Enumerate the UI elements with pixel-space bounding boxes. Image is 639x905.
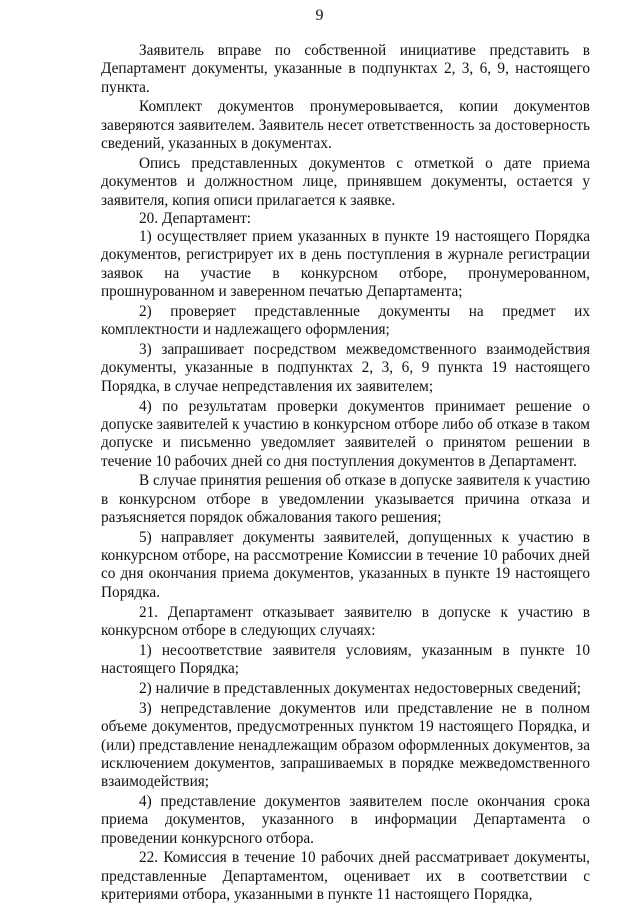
paragraph-section-20-item-2: 2) проверяет представленные документы на предмет их комплектности и надлежащего оформления;: [101, 302, 590, 339]
paragraph-section-21-item-4: 4) представление документов заявителем после окончания срока приема документов, указанного в информации Департамента о проведении конкурсного отбора.: [101, 793, 590, 847]
paragraph-section-20-item-3: 3) запрашивает посредством межведомственного взаимодействия документы, указанные в подпунктах 2, 3, 6, 9 пункта 19 настоящего Порядка, в случае непредставления их заявителем;: [101, 341, 590, 395]
page-number: 9: [315, 7, 324, 24]
paragraph-section-20-item-1: 1) осуществляет прием указанных в пункте 19 настоящего Порядка документов, регистрирует их в день поступления в журнале регистрации заявок на участие в конкурсном отборе, пронумерованном, прошнурованном и заверенном печатью Департамента;: [101, 228, 590, 301]
paragraph-section-21-item-1: 1) несоответствие заявителя условиям, указанным в пункте 10 настоящего Порядка;: [101, 641, 590, 678]
paragraph-refusal-notification: В случае принятия решения об отказе в допуске заявителя к участию в конкурсном отборе в уведомлении указывается причина отказа и разъясняется порядок обжалования такого решения;: [101, 472, 590, 526]
paragraph-section-22-start: 22. Комиссия в течение 10 рабочих дней рассматривает документы, представленные Департаментом, оценивает их в соответствии с критериями отбора, указанными в пункте 11 настоящего Порядка,: [101, 849, 590, 904]
paragraph-document-inventory: Опись представленных документов с отметкой о дате приема документов и должностном лице, принявшем документы, остается у заявителя, копия описи прилагается к заявке.: [101, 154, 590, 209]
paragraph-applicant-own-initiative: Заявитель вправе по собственной инициативе представить в Департамент документы, указанные в подпунктах 2, 3, 6, 9, настоящего пункта.: [101, 42, 590, 96]
paragraph-document-set-numbering: Комплект документов пронумеровывается, копии документов заверяются заявителем. Заявитель несет ответственность за достоверность сведений, указанных в документах.: [101, 98, 590, 153]
paragraph-section-21-heading: 21. Департамент отказывает заявителю в допуске к участию в конкурсном отборе в следующих случаях:: [101, 603, 590, 639]
paragraph-section-20-item-5: 5) направляет документы заявителей, допущенных к участию в конкурсном отборе, на рассмотрение Комиссии в течение 10 рабочих дней со дня окончания приема документов, указанных в пункте 19 настоящего Порядка.: [101, 528, 590, 601]
paragraph-section-20-heading: 20. Департамент:: [139, 209, 252, 227]
document-body: [101, 42, 590, 904]
paragraph-section-20-item-4: 4) по результатам проверки документов принимает решение о допуске заявителей к участию в конкурсном отборе либо об отказе в таком допуске и письменно уведомляет заявителей о принятом решении в течение 10 рабочих дней со дня поступления документов в Департамент.: [101, 397, 590, 470]
paragraph-section-21-item-2: 2) наличие в представленных документах недостоверных сведений;: [139, 680, 582, 698]
paragraph-section-21-item-3: 3) непредставление документов или представление не в полном объеме документов, предусмотренных пунктом 19 настоящего Порядка, и (или) представление ненадлежащим образом оформленных документов, за исключением документов, запрашиваемых в порядке межведомственного взаимодействия;: [101, 699, 590, 791]
